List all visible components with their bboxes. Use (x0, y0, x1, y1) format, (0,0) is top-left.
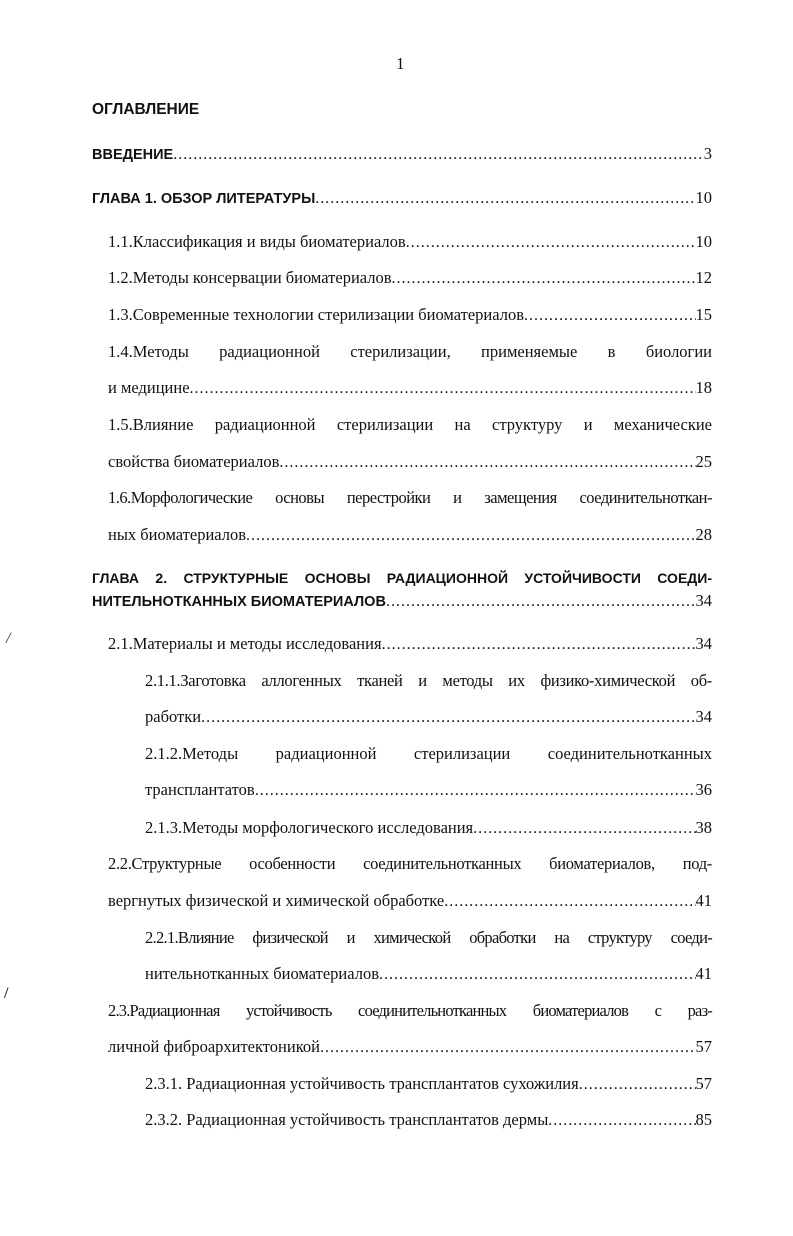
toc-entry-2-3-line1: 2.3.Радиационная устойчивость соединительнотканных биоматериалов с раз- (108, 1001, 712, 1020)
toc-entry-1-1 (108, 232, 712, 253)
toc-entry-chapter-1 (92, 188, 712, 209)
dot-leader (524, 306, 696, 326)
toc-entry-text: НИТЕЛЬНОТКАННЫХ БИОМАТЕРИАЛОВ (92, 594, 386, 610)
toc-entry-2-2-1-line1: 2.2.1.Влияние физической и химической обработки на структуру соеди- (145, 928, 712, 947)
toc-entry-text: ВВЕДЕНИЕ (92, 147, 174, 163)
toc-entry-2-2-line1: 2.2.Структурные особенности соединительнотканных биоматериалов, под- (108, 854, 712, 873)
toc-entry-1-5-line1: 1.5.Влияние радиационной стерилизации на структуру и механические (108, 415, 712, 434)
scan-mark-left-2: / (4, 985, 9, 1002)
toc-entry-1-3 (108, 305, 712, 326)
toc-entry-page: 41 (695, 891, 712, 910)
toc-entry-text: нительнотканных биоматериалов (145, 964, 379, 983)
toc-entry-2-3-2 (145, 1110, 712, 1131)
toc-entry-page: 57 (695, 1074, 712, 1093)
toc-entry-2-2-line2 (108, 891, 712, 912)
toc-entry-2-1-3 (145, 818, 712, 839)
dot-leader (392, 269, 696, 289)
toc-entry-2-1-2-line1: 2.1.2.Методы радиационной стерилизации соединительнотканных (145, 744, 712, 763)
toc-entry-text: личной фиброархитектоникой (108, 1037, 320, 1056)
toc-entry-text: 1.2.Методы консервации биоматериалов (108, 268, 392, 287)
dot-leader (255, 781, 696, 801)
dot-leader (386, 592, 696, 612)
toc-entry-page: 18 (695, 378, 712, 397)
toc-entry-1-6-line2 (108, 525, 712, 546)
toc-title: ОГЛАВЛЕНИЕ (92, 101, 200, 118)
toc-entry-text: ГЛАВА 1. ОБЗОР ЛИТЕРАТУРЫ (92, 191, 316, 207)
toc-entry-text: 1.1.Классификация и виды биоматериалов (108, 232, 406, 251)
toc-entry-page: 34 (695, 634, 712, 653)
dot-leader (320, 1038, 696, 1058)
toc-entry-introduction (92, 144, 712, 165)
dot-leader (473, 819, 695, 839)
toc-entry-2-1-1-line1: 2.1.1.Заготовка аллогенных тканей и методы их физико-химической об- (145, 671, 712, 690)
toc-entry-2-3-line2 (108, 1037, 712, 1058)
toc-entry-2-1-2-line2 (145, 780, 712, 801)
toc-entry-page: 34 (695, 707, 712, 726)
toc-entry-text: работки (145, 707, 202, 726)
toc-entry-page: 28 (695, 525, 712, 544)
toc-entry-page: 36 (695, 780, 712, 799)
toc-entry-2-1-1-line2 (145, 707, 712, 728)
toc-entry-text: 2.1.3.Методы морфологического исследования (145, 818, 474, 837)
toc-entry-2-2-1-line2 (145, 964, 712, 985)
toc-entry-page: 10 (695, 188, 712, 207)
dot-leader (201, 708, 695, 728)
toc-entry-page: 12 (695, 268, 712, 287)
toc-entry-page: 3 (703, 144, 712, 163)
toc-entry-page: 10 (695, 232, 712, 251)
toc-entry-page: 15 (695, 305, 712, 324)
dot-leader (548, 1111, 695, 1131)
toc-entry-page: 38 (695, 818, 712, 837)
toc-entry-text: свойства биоматериалов (108, 452, 280, 471)
toc-entry-chapter-2-line2 (92, 591, 712, 612)
scan-mark-left: / (6, 630, 11, 647)
toc-entry-page: 57 (695, 1037, 712, 1056)
dot-leader (382, 635, 696, 655)
toc-entry-1-4-line2 (108, 378, 712, 399)
toc-entry-1-5-line2 (108, 452, 712, 473)
page-number: 1 (396, 54, 405, 73)
toc-entry-page: 34 (695, 591, 712, 610)
toc-entry-page: 41 (695, 964, 712, 983)
toc-entry-2-3-1 (145, 1074, 712, 1095)
toc-entry-1-2 (108, 268, 712, 289)
toc-entry-text: 2.3.2. Радиационная устойчивость трансплантатов дермы (145, 1110, 549, 1129)
toc-entry-text: вергнутых физической и химической обработке (108, 891, 445, 910)
dot-leader (173, 145, 704, 165)
toc-entry-text: трансплантатов (145, 780, 255, 799)
toc-entry-text: и медицине (108, 378, 190, 397)
dot-leader (579, 1075, 696, 1095)
toc-entry-text: 2.1.Материалы и методы исследования (108, 634, 382, 653)
dot-leader (190, 379, 696, 399)
toc-entry-page: 85 (695, 1110, 712, 1129)
dot-leader (379, 965, 696, 985)
dot-leader (246, 526, 695, 546)
toc-entry-text: 2.3.1. Радиационная устойчивость трансплантатов сухожилия (145, 1074, 579, 1093)
dot-leader (406, 233, 696, 253)
toc-entry-1-4-line1: 1.4.Методы радиационной стерилизации, применяемые в биологии (108, 342, 712, 361)
dot-leader (315, 189, 695, 209)
dot-leader (444, 892, 695, 912)
toc-entry-2-1 (108, 634, 712, 655)
toc-entry-text: 1.3.Современные технологии стерилизации биоматериалов (108, 305, 524, 324)
dot-leader (279, 453, 695, 473)
toc-entry-text: ных биоматериалов (108, 525, 247, 544)
toc-entry-1-6-line1: 1.6.Морфологические основы перестройки и замещения соединительноткан- (108, 488, 712, 507)
toc-entry-chapter-2-line1: ГЛАВА 2. СТРУКТУРНЫЕ ОСНОВЫ РАДИАЦИОННОЙ УСТОЙЧИВОСТИ СОЕДИ- (92, 570, 712, 586)
toc-entry-page: 25 (695, 452, 712, 471)
